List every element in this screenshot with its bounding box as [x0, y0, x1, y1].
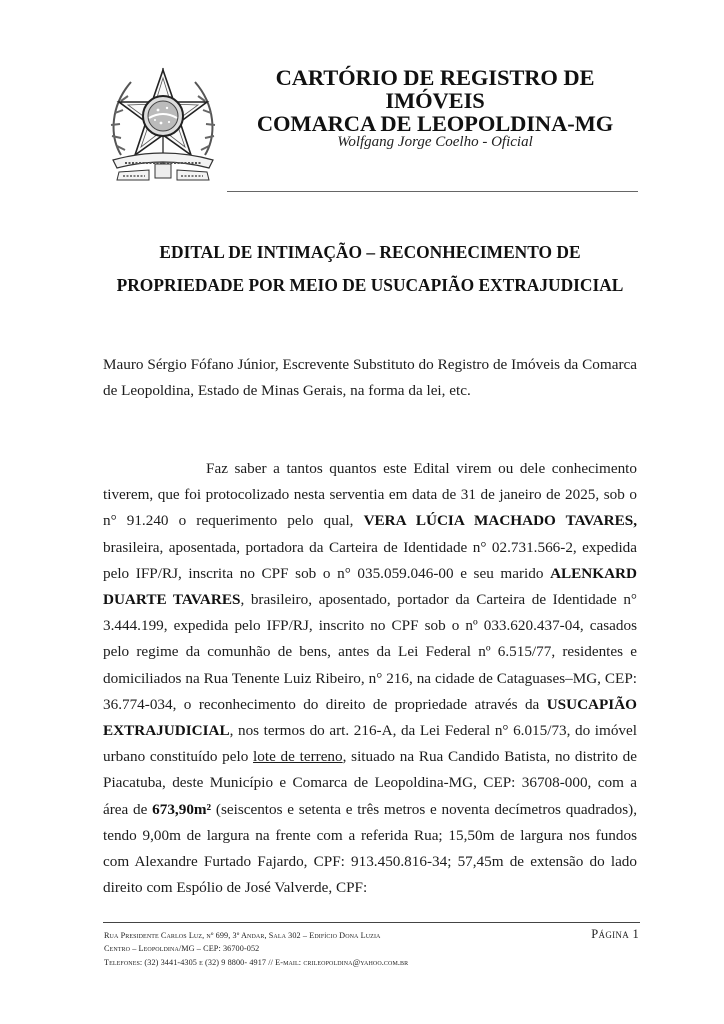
body-text: , situado na Rua Candido Batista, no distrito de Piacatuba, deste Município e Comarca de Leopoldina-MG, CEP: 36708-000, com a área de: [103, 748, 637, 818]
official-name: Wolfgang Jorge Coelho - Oficial: [337, 134, 533, 150]
registry-name-line1: CARTÓRIO DE REGISTRO DE IMÓVEIS: [275, 65, 595, 113]
page-number: Página 1: [591, 927, 639, 941]
body-text: brasileira, aposentada, portadora da Carteira de Identidade n° 02.731.566-2, expedida pelo IFP/RJ, inscrita no CPF sob o n° 035.059.046-00 e seu marido: [103, 538, 637, 582]
footer-address-block: [104, 929, 544, 969]
intro-paragraph: Mauro Sérgio Fófano Júnior, Escrevente Substituto do Registro de Imóveis da Comarca de Leopoldina, Estado de Minas Gerais, na forma da lei, etc.: [103, 356, 637, 400]
document-title-line2: PROPRIEDADE POR MEIO DE USUCAPIÃO EXTRAJUDICIAL: [116, 275, 624, 295]
property-area: 673,90m²: [152, 800, 212, 818]
footer-city: Centro – Leopoldina/MG – CEP: 36700-052: [104, 944, 260, 954]
spouse-name: ALENKARD DUARTE TAVARES: [103, 564, 637, 609]
footer-divider: [103, 922, 640, 923]
body-text: , brasileiro, aposentado, portador da Carteira de Identidade n° 3.444.199, expedida pelo IFP/RJ, inscrito no CPF sob o nº 033.620.437-04, casados pelo regime da comunhão de bens, antes da Lei Federal nº 6.515/77, residentes e domiciliados na Rua Tenente Luiz Ribeiro, n° 216, na cidade de Cataguases–MG, CEP: 36.774-034, o reconhecimento do direito de propriedade através da: [103, 591, 638, 713]
body-text: (seiscentos e setenta e três metros e noventa decímetros quadrados), tendo 9,00m de largura na frente com a referida Rua; 15,50m de largura nos fundos com Alexandre Furtado Fajardo, CPF: 913.450.816-34; 57,45m de extensão do lado direito com Espólio de José Valverde, CPF:: [103, 800, 637, 897]
body-text: , nos termos do art. 216-A, da Lei Federal n° 6.015/73, do imóvel urbano constituído pelo: [103, 722, 637, 766]
document-title-line1: EDITAL DE INTIMAÇÃO – RECONHECIMENTO DE: [159, 242, 581, 262]
footer-contact: Telefones: (32) 3441-4305 e (32) 9 8800- 4917 // E-mail: crileopoldina@yahoo.com.br: [104, 957, 409, 967]
procedure-name: USUCAPIÃO EXTRAJUDICIAL: [103, 695, 637, 740]
body-paragraph: [103, 456, 637, 901]
document-title: [100, 236, 640, 302]
applicant-name: VERA LÚCIA MACHADO TAVARES,: [363, 512, 638, 530]
registry-name: [228, 66, 642, 135]
property-type: lote de terreno: [253, 748, 343, 766]
registry-name-line2: COMARCA DE LEOPOLDINA-MG: [256, 111, 614, 136]
body-text: Faz saber a tantos quantos este Edital virem ou dele conhecimento tiverem, que foi protocolizado nesta serventia em data de 31 de janeiro de 2025, sob o n° 91.240 o requerimento pelo qual,: [103, 460, 637, 530]
brazil-coat-of-arms-icon: [103, 60, 223, 188]
header-divider: [227, 191, 638, 192]
footer-address: Rua Presidente Carlos Luz, nº 699, 3º Andar, Sala 302 – Edifício Dona Luzia: [104, 931, 381, 940]
